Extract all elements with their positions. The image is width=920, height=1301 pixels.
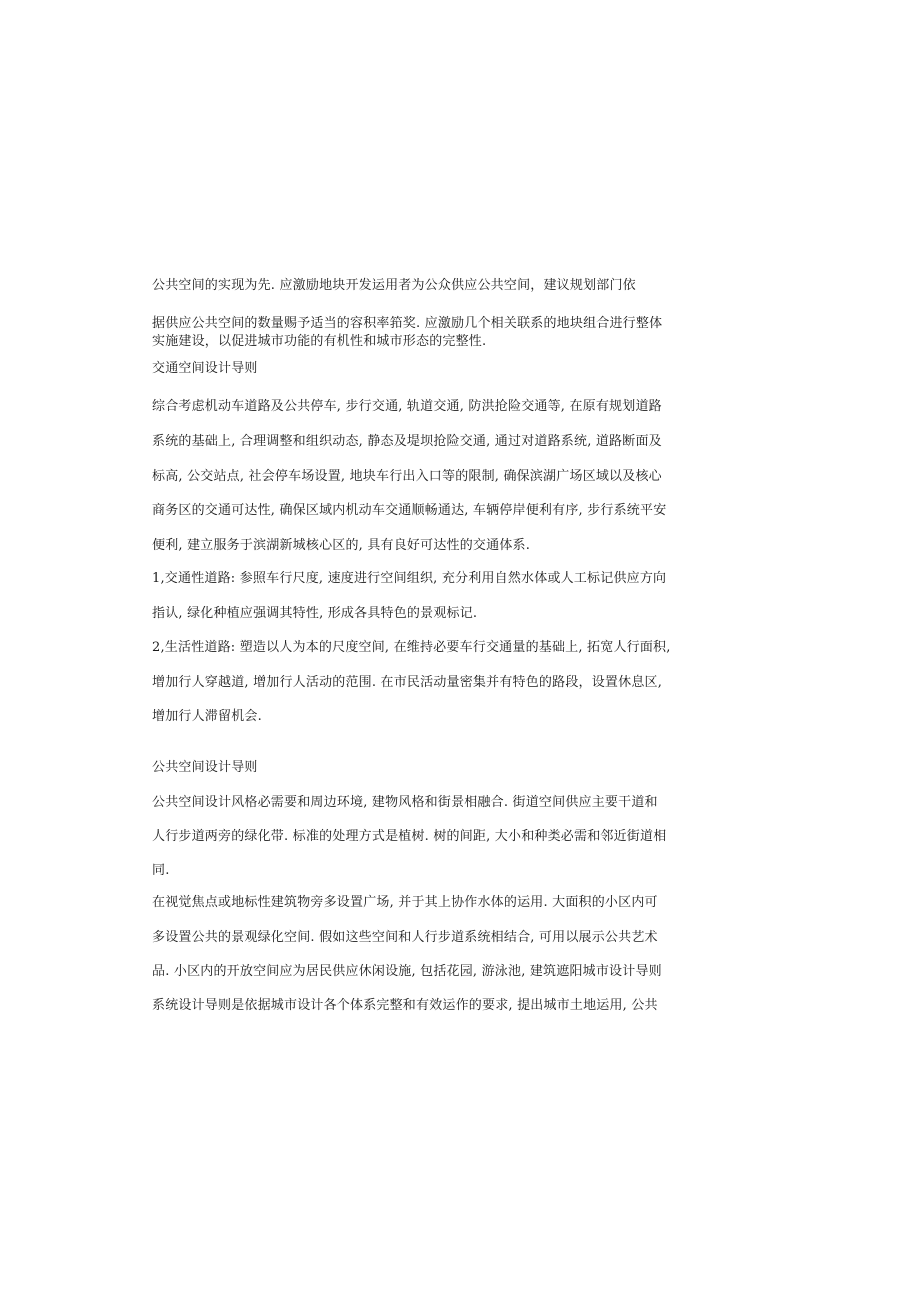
paragraph-line: 人行步道两旁的绿化带. 标准的处理方式是植树. 树的间距, 大小和种类必需和邻近街道相 [152, 829, 667, 844]
paragraph-line: 公共空间设计风格必需要和周边环境, 建物风格和街景相融合. 街道空间供应主要干道和 [152, 795, 658, 810]
paragraph-line: 多设置公共的景观绿化空间. 假如这些空间和人行步道系统相结合, 可用以展示公共艺术 [152, 930, 658, 945]
paragraph-line: 品. 小区内的开放空间应为居民供应休闲设施, 包括花园, 游泳池, 建筑遮阳城市设计导则 [152, 964, 662, 979]
paragraph-line: 综合考虑机动车道路及公共停车, 步行交通, 轨道交通, 防洪抢险交通等, 在原有规划道路 [152, 399, 662, 414]
paragraph-line: 1,交通性道路: 参照车行尺度, 速度进行空间组织, 充分利用自然水体或人工标记供应方向 [152, 571, 667, 586]
paragraph-line: 增加行人穿越道, 增加行人活动的范围. 在市民活动量密集并有特色的路段，设置休息区, [152, 675, 663, 690]
paragraph-line: 据供应公共空间的数量赐予适当的容积率筘奖. 应激励几个相关联系的地块组合进行整体 [152, 316, 663, 331]
paragraph-line: 实施建设，以促进城市功能的有机性和城市形态的完整性. [152, 334, 487, 349]
paragraph-line: 2,生活性道路: 塑造以人为本的尺度空间, 在维持必要车行交通量的基础上, 拓宽人行面积, [152, 640, 671, 655]
section-heading-public-space: 公共空间设计导则 [152, 760, 258, 775]
paragraph-line: 便利, 建立服务于滨湖新城核心区的, 具有良好可达性的交通体系. [152, 538, 531, 553]
paragraph-line: 在视觉焦点或地标性建筑物旁多设置广场, 并于其上协作水体的运用. 大面积的小区内可 [152, 895, 658, 910]
paragraph-line: 增加行人滞留机会. [152, 709, 262, 724]
paragraph-line: 商务区的交通可达性, 确保区域内机动车交通顺畅通达, 车辆停岸便利有序, 步行系统平安 [152, 503, 667, 518]
paragraph-line: 同. [152, 863, 170, 878]
paragraph-line: 标高, 公交站点, 社会停车场设置, 地块车行出入口等的限制, 确保滨湖广场区域以及核心 [152, 469, 662, 484]
paragraph-line: 系统的基础上, 合理调整和组织动态, 静态及堤坝抢险交通, 通过对道路系统, 道路断面及 [152, 434, 662, 449]
paragraph-line: 指认, 绿化种植应强调其特性, 形成各具特色的景观标记. [152, 606, 478, 621]
paragraph-line: 系统设计导则是依据城市设计各个体系完整和有效运作的要求, 提出城市土地运用, 公共 [152, 998, 658, 1013]
paragraph-line: 公共空间的实现为先. 应激励地块开发运用者为公众供应公共空间，建议规划部门依 [152, 278, 636, 293]
section-heading-traffic: 交通空间设计导则 [152, 361, 258, 376]
